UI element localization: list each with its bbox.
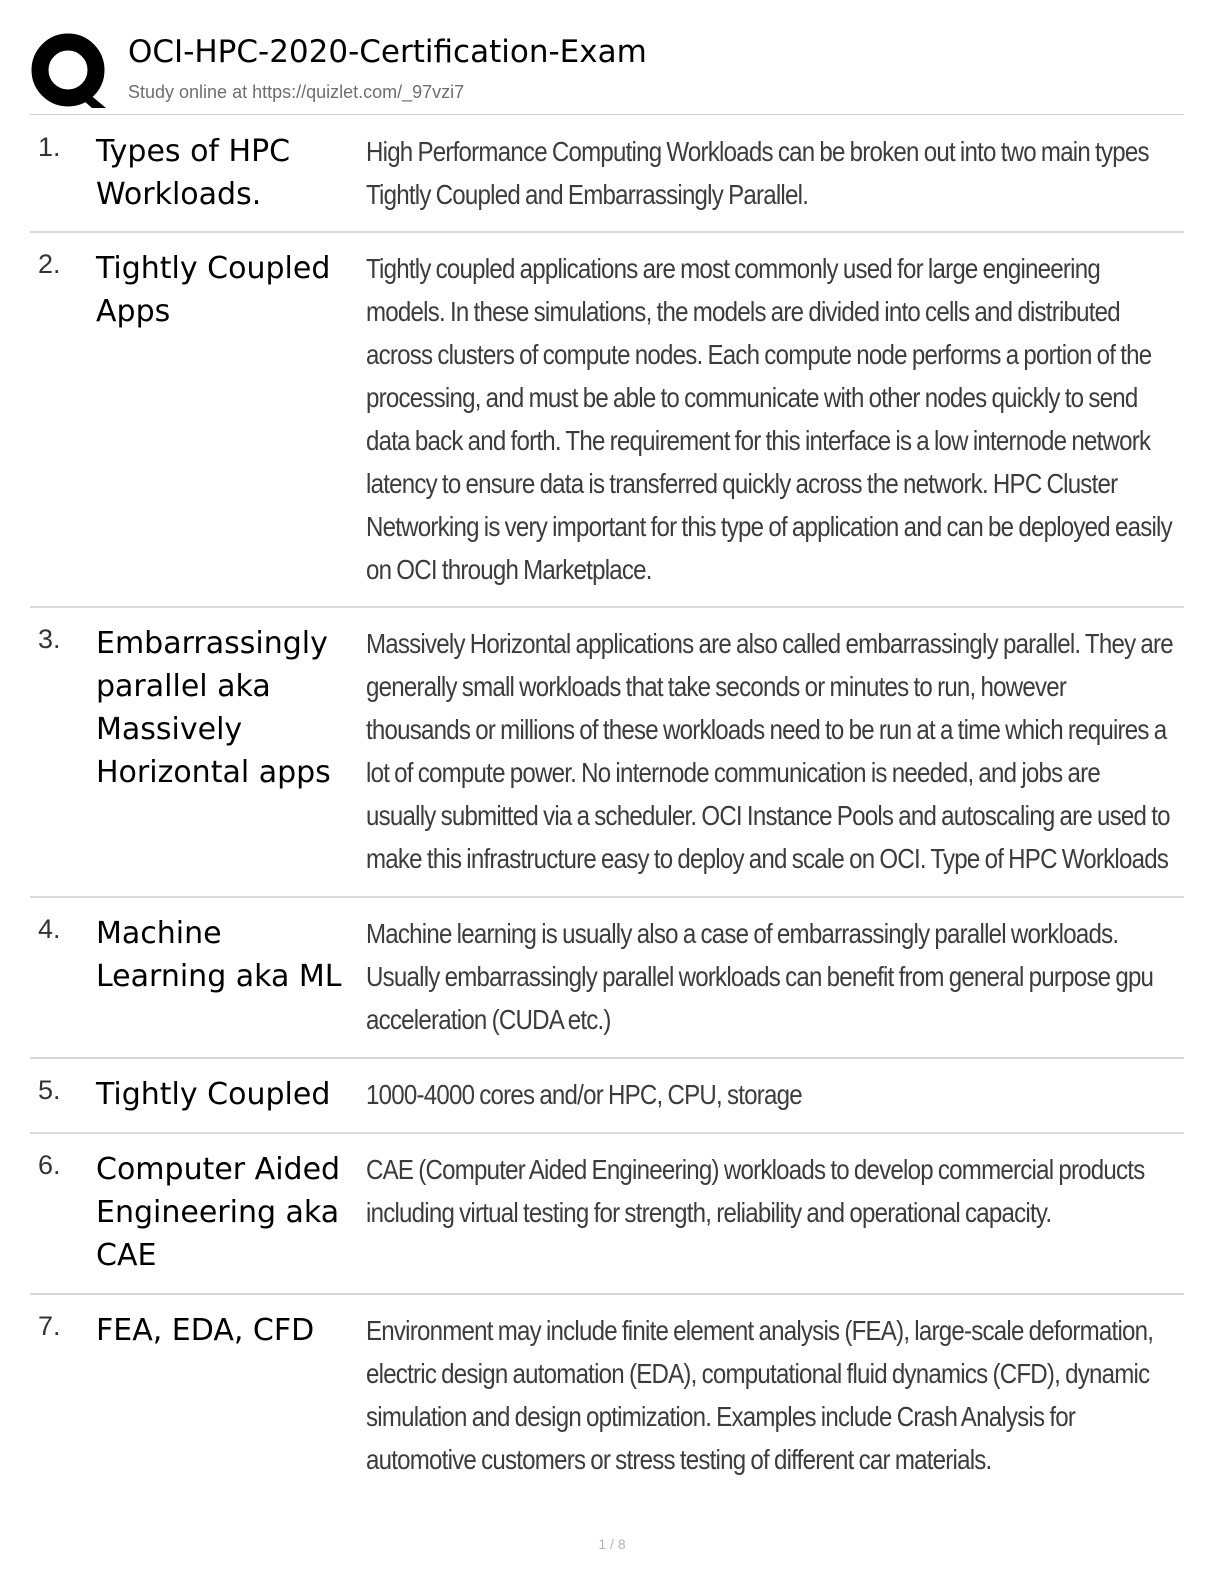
- card-number: 1.: [38, 132, 61, 162]
- flashcard-row: [30, 608, 1184, 898]
- flashcard-list: [30, 116, 1184, 1497]
- page-header: [30, 28, 1190, 114]
- flashcard-row: [30, 898, 1184, 1059]
- page-number: 1 / 8: [598, 1536, 626, 1552]
- card-term: Embarrassingly parallel aka Massively Horizontal apps: [96, 626, 331, 790]
- card-number: 4.: [38, 914, 61, 944]
- card-term: Machine Learning aka ML: [96, 916, 342, 994]
- flashcard-row: [30, 1134, 1184, 1295]
- flashcard-row: [30, 1295, 1184, 1497]
- card-term: Tightly Coupled Apps: [96, 251, 331, 329]
- flashcard-row: [30, 1059, 1184, 1134]
- header-divider: [30, 114, 1184, 115]
- card-number: 2.: [38, 249, 61, 279]
- card-definition: Environment may include finite element analysis (FEA), large-scale deformation, electric design automation (EDA), computational fluid dynamics (CFD), dynamic simulation and design optimization. Examples include Crash Analysis for automotive customers or stress testing of different car materials.: [366, 1315, 1154, 1475]
- card-number: 6.: [38, 1150, 61, 1180]
- card-definition: 1000-4000 cores and/or HPC, CPU, storage: [366, 1079, 802, 1110]
- card-term: FEA, EDA, CFD: [96, 1313, 315, 1348]
- card-number: 7.: [38, 1311, 61, 1341]
- card-definition: Massively Horizontal applications are also called embarrassingly parallel. They are generally small workloads that take seconds or minutes to run, however thousands or millions of these workloads need to be run at a time which requires a lot of compute power. No internode communication is needed, and jobs are usually submitted via a scheduler. OCI Instance Pools and autoscaling are used to make this infrastructure easy to deploy and scale on OCI. Type of HPC Workloads: [366, 628, 1173, 874]
- card-definition: Tightly coupled applications are most commonly used for large engineering models. In these simulations, the models are divided into cells and distributed across clusters of compute nodes. Each compute node performs a portion of the processing, and must be able to communicate with other nodes quickly to send data back and forth. The requirement for this interface is a low internode network latency to ensure data is transferred quickly across the network. HPC Cluster Networking is very important for this type of application and can be deployed easily on OCI through Marketplace.: [366, 253, 1172, 585]
- card-definition: High Performance Computing Workloads can be broken out into two main types Tightly Coupled and Embarrassingly Parallel.: [366, 136, 1149, 210]
- quizlet-q-logo-icon: [30, 32, 110, 112]
- card-term: Computer Aided Engineering aka CAE: [96, 1152, 341, 1273]
- flashcard-row: [30, 116, 1184, 233]
- card-term: Types of HPC Workloads.: [96, 134, 291, 212]
- card-number: 5.: [38, 1075, 61, 1105]
- card-definition: Machine learning is usually also a case of embarrassingly parallel workloads. Usually embarrassingly parallel workloads can benefit from general purpose gpu acceleration (CUDA etc.): [366, 918, 1154, 1035]
- card-definition: CAE (Computer Aided Engineering) workloads to develop commercial products including virtual testing for strength, reliability and operational capacity.: [366, 1154, 1145, 1228]
- card-term: Tightly Coupled: [96, 1077, 331, 1112]
- page-title: OCI-HPC-2020-Certification-Exam: [128, 34, 647, 70]
- study-online-link-text: Study online at https://quizlet.com/_97vzi7: [128, 82, 465, 102]
- flashcard-row: [30, 233, 1184, 608]
- card-number: 3.: [38, 624, 61, 654]
